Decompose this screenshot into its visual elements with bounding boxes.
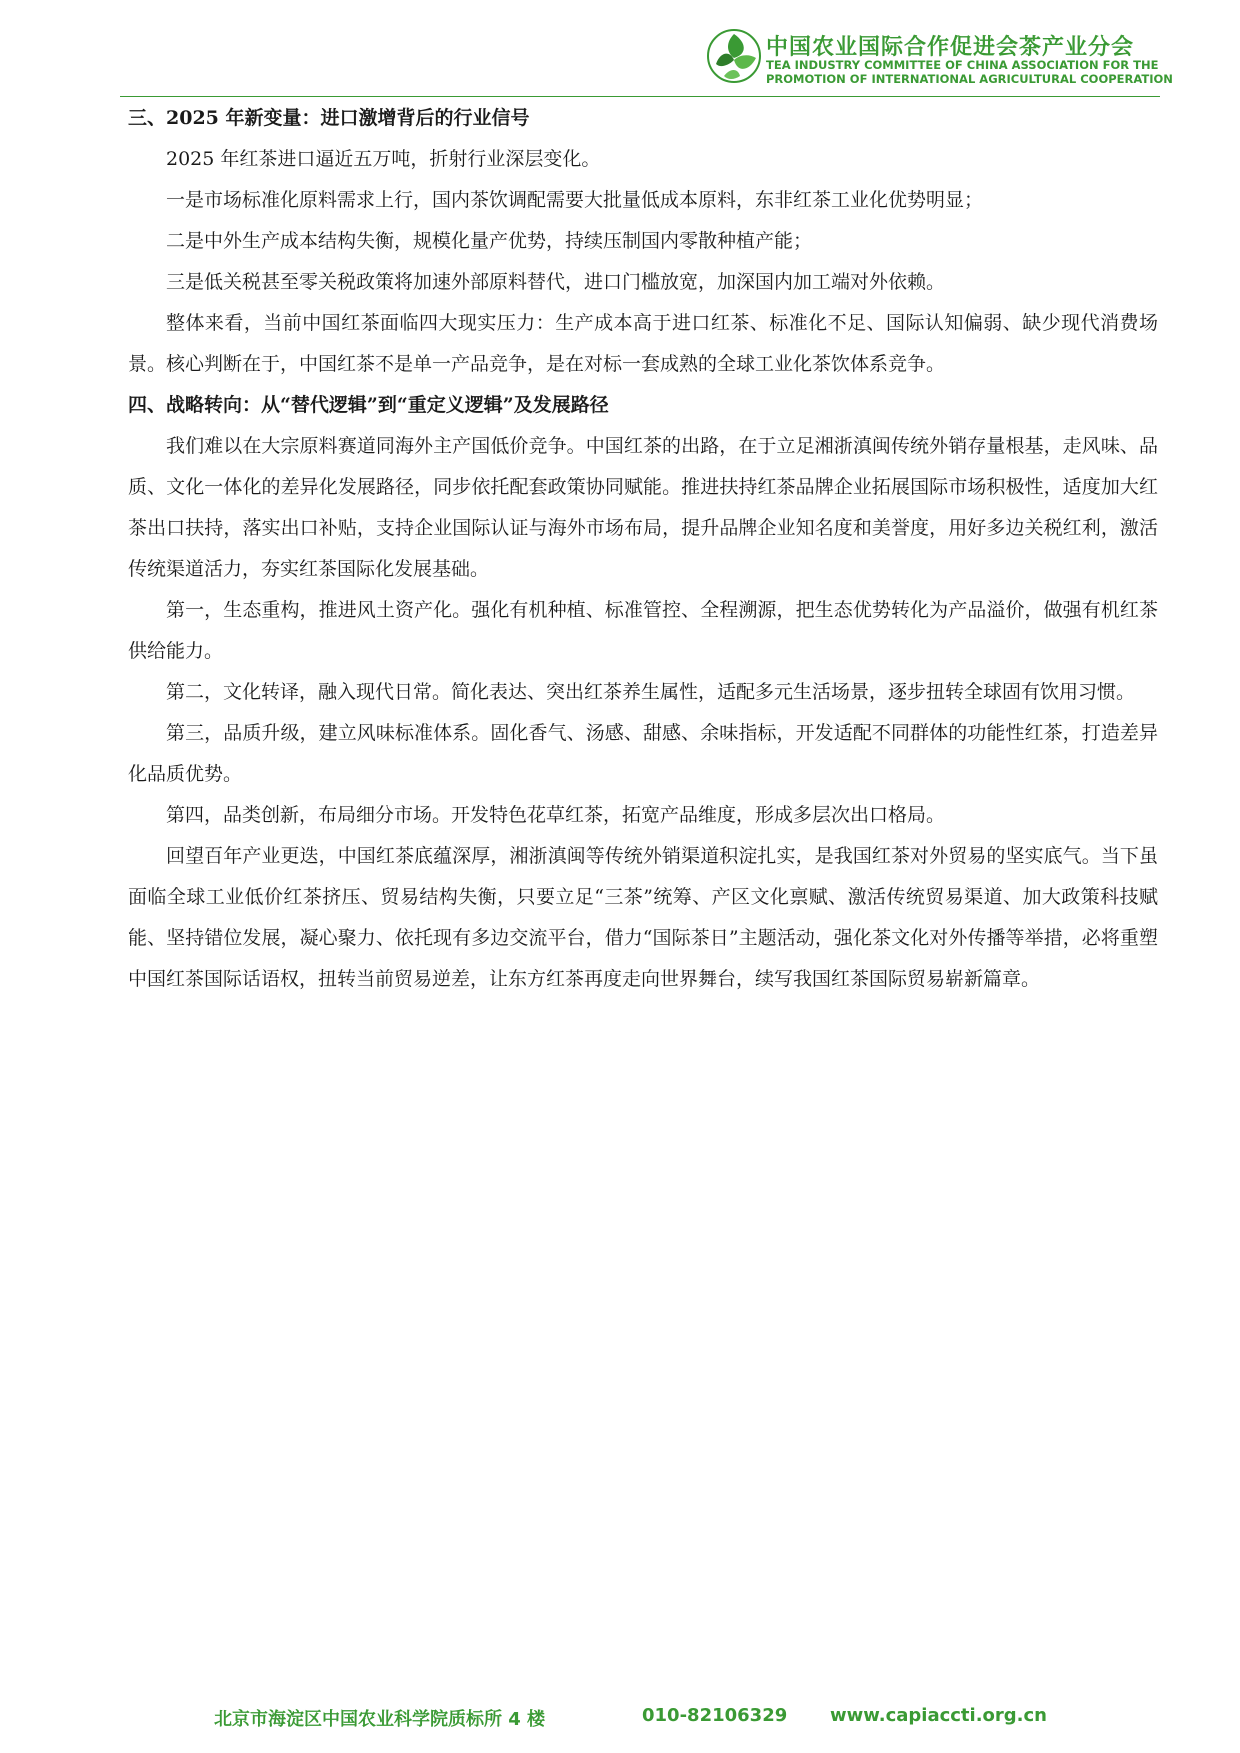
page-footer <box>0 1705 1240 1735</box>
paragraph: 回望百年产业更迭，中国红茶底蕴深厚，湘浙滇闽等传统外销渠道积淀扎实，是我国红茶对外贸易的坚实底气。当下虽面临全球工业低价红茶挤压、贸易结构失衡，只要立足“三茶”统筹、产区文化禀赋、激活传统贸易渠道、加大政策科技赋能、坚持错位发展，凝心聚力、依托现有多边交流平台，借力“国际茶日”主题活动，强化茶文化对外传播等举措，必将重塑中国红茶国际话语权，扭转当前贸易逆差，让东方红茶再度走向世界舞台，续写我国红茶国际贸易崭新篇章。 <box>128 845 1158 990</box>
header-divider <box>120 96 1160 97</box>
footer-phone: 010-82106329 <box>642 1705 788 1726</box>
paragraph: 三是低关税甚至零关税政策将加速外部原料替代，进口门槛放宽，加深国内加工端对外依赖。 <box>166 271 946 293</box>
paragraph: 整体来看，当前中国红茶面临四大现实压力：生产成本高于进口红茶、标准化不足、国际认知偏弱、缺少现代消费场景。核心判断在于，中国红茶不是单一产品竞争，是在对标一套成熟的全球工业化茶饮体系竞争。 <box>128 312 1158 375</box>
paragraph: 第三，品质升级，建立风味标准体系。固化香气、汤感、甜感、余味指标，开发适配不同群体的功能性红茶，打造差异化品质优势。 <box>128 722 1158 785</box>
paragraph: 2025 年红茶进口逼近五万吨，折射行业深层变化。 <box>166 148 601 170</box>
paragraph: 二是中外生产成本结构失衡，规模化量产优势，持续压制国内零散种植产能； <box>166 230 813 252</box>
footer-address: 北京市海淀区中国农业科学院质标所 4 楼 <box>214 1709 546 1730</box>
letterhead <box>0 0 1240 100</box>
paragraph: 第一，生态重构，推进风土资产化。强化有机种植、标准管控、全程溯源，把生态优势转化为产品溢价，做强有机红茶供给能力。 <box>128 599 1158 662</box>
document-body <box>128 98 1158 1000</box>
paragraph: 一是市场标准化原料需求上行，国内茶饮调配需要大批量低成本原料，东非红茶工业化优势明显； <box>166 189 984 211</box>
paragraph: 第四，品类创新，布局细分市场。开发特色花草红茶，拓宽产品维度，形成多层次出口格局。 <box>166 804 946 826</box>
org-name-english <box>766 58 1173 86</box>
tea-leaf-logo-icon <box>706 28 762 84</box>
section-heading-3: 三、2025 年新变量：进口激增背后的行业信号 <box>128 107 530 129</box>
paragraph: 我们难以在大宗原料赛道同海外主产国低价竞争。中国红茶的出路，在于立足湘浙滇闽传统外销存量根基，走风味、品质、文化一体化的差异化发展路径，同步依托配套政策协同赋能。推进扶持红茶品牌企业拓展国际市场积极性，适度加大红茶出口扶持，落实出口补贴，支持企业国际认证与海外市场布局，提升品牌企业知名度和美誉度，用好多边关税红利，激活传统渠道活力，夯实红茶国际化发展基础。 <box>128 435 1158 580</box>
org-name-english-line2: PROMOTION OF INTERNATIONAL AGRICULTURAL COOPERATION <box>766 72 1173 86</box>
footer-website[interactable]: www.capiaccti.org.cn <box>830 1705 1047 1726</box>
section-heading-4: 四、战略转向：从“替代逻辑”到“重定义逻辑”及发展路径 <box>128 394 609 416</box>
paragraph: 第二，文化转译，融入现代日常。简化表达、突出红茶养生属性，适配多元生活场景，逐步扭转全球固有饮用习惯。 <box>166 681 1136 703</box>
org-name-english-line1: TEA INDUSTRY COMMITTEE OF CHINA ASSOCIATION FOR THE <box>766 58 1159 72</box>
org-name-chinese: 中国农业国际合作促进会茶产业分会 <box>766 35 1135 60</box>
